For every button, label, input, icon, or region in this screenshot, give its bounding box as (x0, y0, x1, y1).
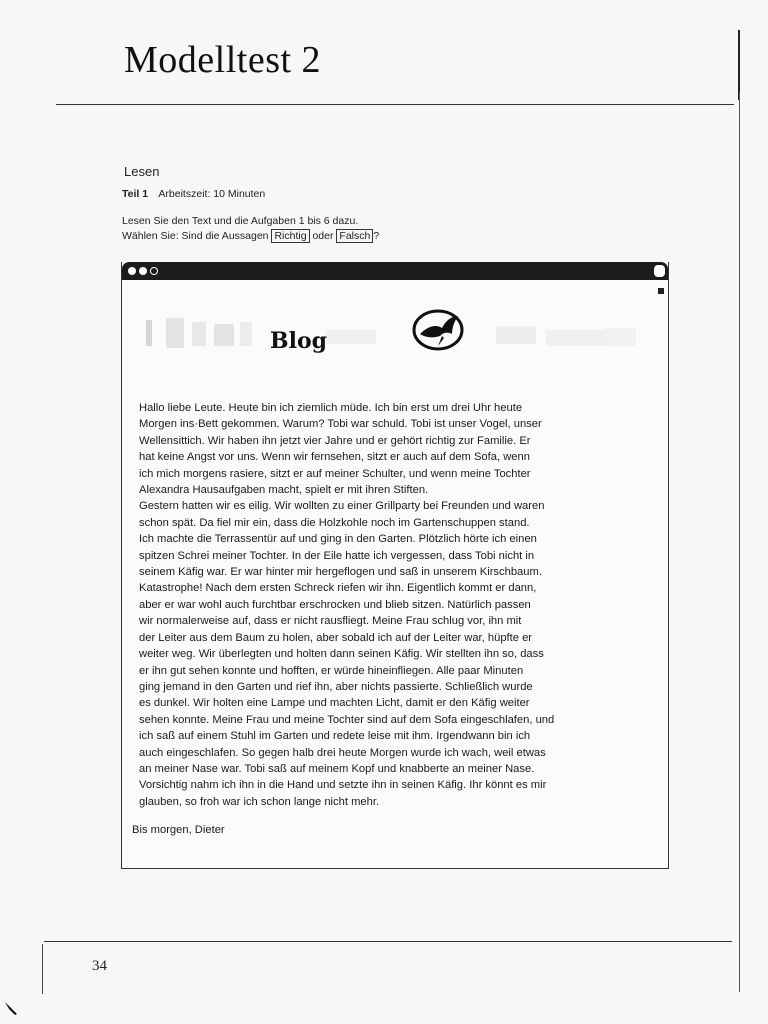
option-richtig: Richtig (271, 229, 309, 243)
page-edge-mark (738, 30, 740, 100)
page-edge-line (739, 92, 740, 992)
blog-window (121, 262, 669, 869)
window-control-icon (654, 265, 665, 277)
scrollbar-thumb (658, 288, 664, 294)
footer-edge-line (42, 944, 43, 994)
window-dot-icon (128, 267, 136, 275)
blog-line: Wellensittich. Wir haben ihn jetzt vier Jahre und er gehört richtig zur Familie. Er (139, 434, 531, 447)
blog-line: Katastrophe! Nach dem ersten Schreck riefen wir ihn. Eigentlich kommt er dann, (139, 582, 537, 595)
blog-line: an meiner Nase war. Tobi saß auf meinem Kopf und knabberte an meiner Nase. (139, 762, 535, 775)
blog-line: spitzen Schrei meiner Tochter. In der Eile hatte ich vergessen, dass Tobi nicht in (139, 549, 535, 562)
time-limit: Arbeitszeit: 10 Minuten (158, 188, 266, 200)
blog-line: wir normalerweise auf, dass er nicht rausfliegt. Meine Frau schlug vor, ihn mit (139, 615, 522, 628)
blog-line: Ich machte die Terrassentür auf und ging in den Garten. Plötzlich hörte ich einen (139, 533, 537, 546)
blog-line: Gestern hatten wir es eilig. Wir wollten zu einer Grillparty bei Freunden und waren (139, 500, 545, 513)
window-dot-icon (139, 267, 147, 275)
blog-line: ich mich morgens rasiere, sitzt er auf meiner Schulter, und wenn meine Tochter (139, 467, 531, 480)
banner-texture (136, 310, 646, 366)
blog-title: Blog (270, 328, 328, 354)
footer-rule (44, 941, 732, 942)
instruction-prefix: Wählen Sie: Sind die Aussagen (122, 230, 269, 242)
blog-line: hat keine Angst vor uns. Wenn wir fernsehen, sitzt er auch auf dem Sofa, wenn (139, 451, 530, 464)
option-falsch: Falsch (336, 229, 373, 243)
blog-line: es dunkel. Wir holten eine Lampe und machten Licht, damit er den Käfig weiter (139, 697, 530, 710)
window-titlebar (122, 262, 668, 280)
blog-line: schon spät. Da fiel mir ein, dass die Holzkohle noch im Gartenschuppen stand. (139, 516, 530, 529)
blog-line: der Leiter aus dem Baum zu holen, aber sobald ich auf der Leiter war, hüpfte er (139, 631, 533, 644)
blog-line: aber er war wohl auch furchtbar erschrocken und blieb sitzen. Natürlich passen (139, 598, 531, 611)
blog-text (139, 400, 649, 810)
blog-line: Alexandra Hausaufgaben macht, spielt er mit ihren Stiften. (139, 484, 429, 497)
blog-line: ging jemand in den Garten und rief ihn, aber nichts passierte. Schließlich wurde (139, 680, 533, 693)
teil-line (122, 188, 265, 200)
blog-line: Morgen ins·Bett gekommen. Warum? Tobi war schuld. Tobi ist unser Vogel, unser (139, 418, 542, 431)
blog-line: ich saß auf einem Stuhl im Garten und redete leise mit ihm. Irgendwann bin ich (139, 730, 531, 743)
blog-signoff: Bis morgen, Dieter (132, 824, 225, 836)
instruction-mid: oder (312, 230, 334, 242)
blog-line: er ihn gut sehen konnte und hofften, er würde hineinfliegen. Alle paar Minuten (139, 664, 524, 677)
section-heading: Lesen (124, 164, 160, 179)
page-title: Modelltest 2 (124, 39, 322, 81)
bird-icon (412, 308, 464, 352)
instruction-line-1: Lesen Sie den Text und die Aufgaben 1 bis 6 dazu. (122, 215, 359, 227)
header-rule (56, 104, 734, 105)
blog-line: sehen konnte. Meine Frau und meine Tochter sind auf dem Sofa eingeschlafen, und (139, 713, 555, 726)
instruction-line-2 (122, 230, 379, 242)
instruction-suffix: ? (373, 230, 380, 242)
blog-line: glauben, so froh war ich schon lange nicht mehr. (139, 795, 380, 808)
blog-line: auch eingeschlafen. So gegen halb drei heute Morgen wurde ich wach, weil etwas (139, 746, 546, 759)
teil-label: Teil 1 (122, 188, 149, 200)
window-dot-icon (150, 267, 158, 275)
blog-line: Vorsichtig nahm ich ihn in die Hand und setzte ihn in seinen Käfig. Ihr könnt es mir (139, 779, 547, 792)
blog-line: weiter weg. Wir überlegten und holten dann seinen Käfig. Wir stellten ihn so, dass (139, 648, 544, 661)
blog-line: Hallo liebe Leute. Heute bin ich ziemlich müde. Ich bin erst um drei Uhr heute (139, 402, 523, 414)
blog-line: seinem Käfig war. Er war hinter mir hergeflogen und saß in unserem Kirschbaum. (139, 566, 542, 579)
corner-mark-icon (4, 1000, 20, 1016)
page-number: 34 (92, 958, 107, 974)
